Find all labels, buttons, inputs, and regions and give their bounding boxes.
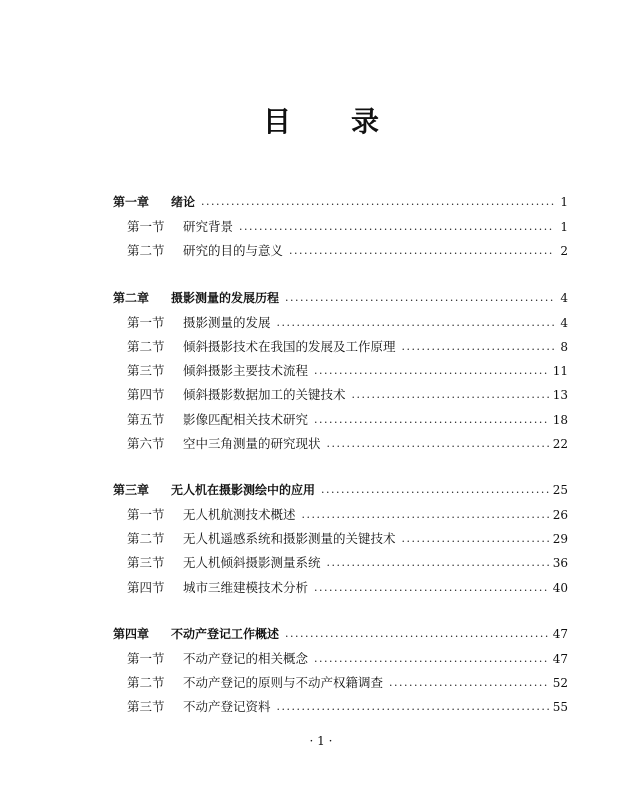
chapter-number: 第一章 [113,195,150,209]
section-title: 无人机倾斜摄影测量系统 [183,555,321,571]
page-number: 26 [552,508,568,523]
page-number: 29 [552,532,568,547]
section-title: 影像匹配相关技术研究 [183,411,309,427]
dot-leader [289,245,554,259]
chapter-number: 第四章 [113,626,150,641]
page-number: 47 [552,626,568,641]
section-number: 第二节 [127,531,165,547]
chapter-number: 第三章 [113,482,150,497]
section-title: 研究背景 [183,219,234,235]
dot-leader [201,197,554,211]
toc-section-entry[interactable] [113,649,568,673]
toc-section-entry[interactable] [113,410,568,434]
chapter-title: 不动产登记工作概述 [171,626,280,641]
dot-leader [389,677,549,691]
chapter-number: 第二章 [113,290,150,305]
dot-leader [352,389,549,403]
footer-page-number: · 1 · [309,734,333,748]
toc-section-entry[interactable] [113,337,568,361]
page-number: 13 [552,388,568,403]
page-number: 55 [552,700,568,715]
toc-section-entry[interactable] [113,553,568,577]
section-title: 倾斜摄影数据加工的关键技术 [183,387,346,403]
section-number: 第三节 [127,363,165,379]
dot-leader [327,557,549,571]
page-number: 52 [552,676,568,691]
dot-leader [239,221,554,235]
chapter-block [113,289,568,458]
page-number: 36 [552,556,568,571]
section-title: 倾斜摄影主要技术流程 [183,363,309,379]
page-number: 1 [560,220,568,235]
toc-chapter-entry[interactable] [113,481,568,505]
toc-section-entry[interactable] [113,385,568,409]
section-title: 倾斜摄影技术在我国的发展及工作原理 [183,338,396,354]
dot-leader [277,701,549,715]
dot-leader [285,629,549,643]
page-number: 18 [552,412,568,427]
toc-section-entry[interactable] [113,529,568,553]
toc-section-entry[interactable] [113,578,568,602]
dot-leader [402,341,554,355]
toc-section-entry[interactable] [113,673,568,697]
section-number: 第六节 [127,435,165,451]
chapter-block [113,625,568,722]
toc-section-entry[interactable] [113,241,568,265]
section-number: 第一节 [127,314,165,330]
section-title: 空中三角测量的研究现状 [183,435,321,451]
section-title: 研究的目的与意义 [183,243,284,259]
toc-chapter-entry[interactable] [113,289,568,313]
page-number: 8 [560,339,568,354]
section-number: 第四节 [127,387,165,403]
chapter-title: 绪论 [171,195,196,209]
section-number: 第一节 [127,219,165,235]
chapter-block [113,193,568,266]
page-number: 4 [560,290,568,305]
toc-section-entry[interactable] [113,697,568,721]
toc-chapter-entry[interactable] [113,193,568,217]
section-number: 第一节 [127,507,165,523]
toc-section-entry[interactable] [113,434,568,458]
page-number: 1 [560,195,568,209]
toc-chapter-entry[interactable] [113,625,568,649]
dot-leader [402,533,549,547]
dot-leader [314,365,549,379]
section-title: 无人机遥感系统和摄影测量的关键技术 [183,531,396,547]
toc-section-entry[interactable] [113,313,568,337]
section-number: 第二节 [127,338,165,354]
section-number: 第二节 [127,675,165,691]
toc-section-entry[interactable] [113,361,568,385]
dot-leader [277,317,554,331]
toc-section-entry[interactable] [113,217,568,241]
page-number: 47 [552,652,568,666]
section-title: 不动产登记的原则与不动产权籍调查 [183,675,384,691]
section-title: 无人机航测技术概述 [183,507,296,523]
section-title: 不动产登记资料 [183,699,271,715]
section-number: 第一节 [127,651,165,666]
dot-leader [314,582,549,596]
section-number: 第四节 [127,579,165,595]
toc-section-entry[interactable] [113,505,568,529]
section-number: 第五节 [127,411,165,427]
section-title: 城市三维建模技术分析 [183,579,309,595]
dot-leader [285,293,554,307]
chapter-title: 无人机在摄影测绘中的应用 [171,482,316,497]
section-title: 摄影测量的发展 [183,314,271,330]
chapter-title: 摄影测量的发展历程 [171,290,280,305]
dot-leader [327,438,549,452]
section-number: 第三节 [127,555,165,571]
table-of-contents [113,193,568,745]
dot-leader [321,485,549,499]
section-title: 不动产登记的相关概念 [183,651,309,666]
dot-leader [302,509,549,523]
page-number: 25 [552,482,568,497]
page-title-char-2: 录 [351,105,380,138]
page-title [0,100,642,140]
chapter-block [113,481,568,602]
page-number: 11 [552,364,568,379]
section-number: 第三节 [127,699,165,715]
page-title-char-1: 目 [262,105,291,138]
page-number: 40 [552,580,568,595]
page-number: 4 [560,315,568,330]
dot-leader [314,414,549,428]
page-number: 2 [560,244,568,259]
section-number: 第二节 [127,243,165,259]
page-number: 22 [552,436,568,451]
dot-leader [314,653,549,667]
